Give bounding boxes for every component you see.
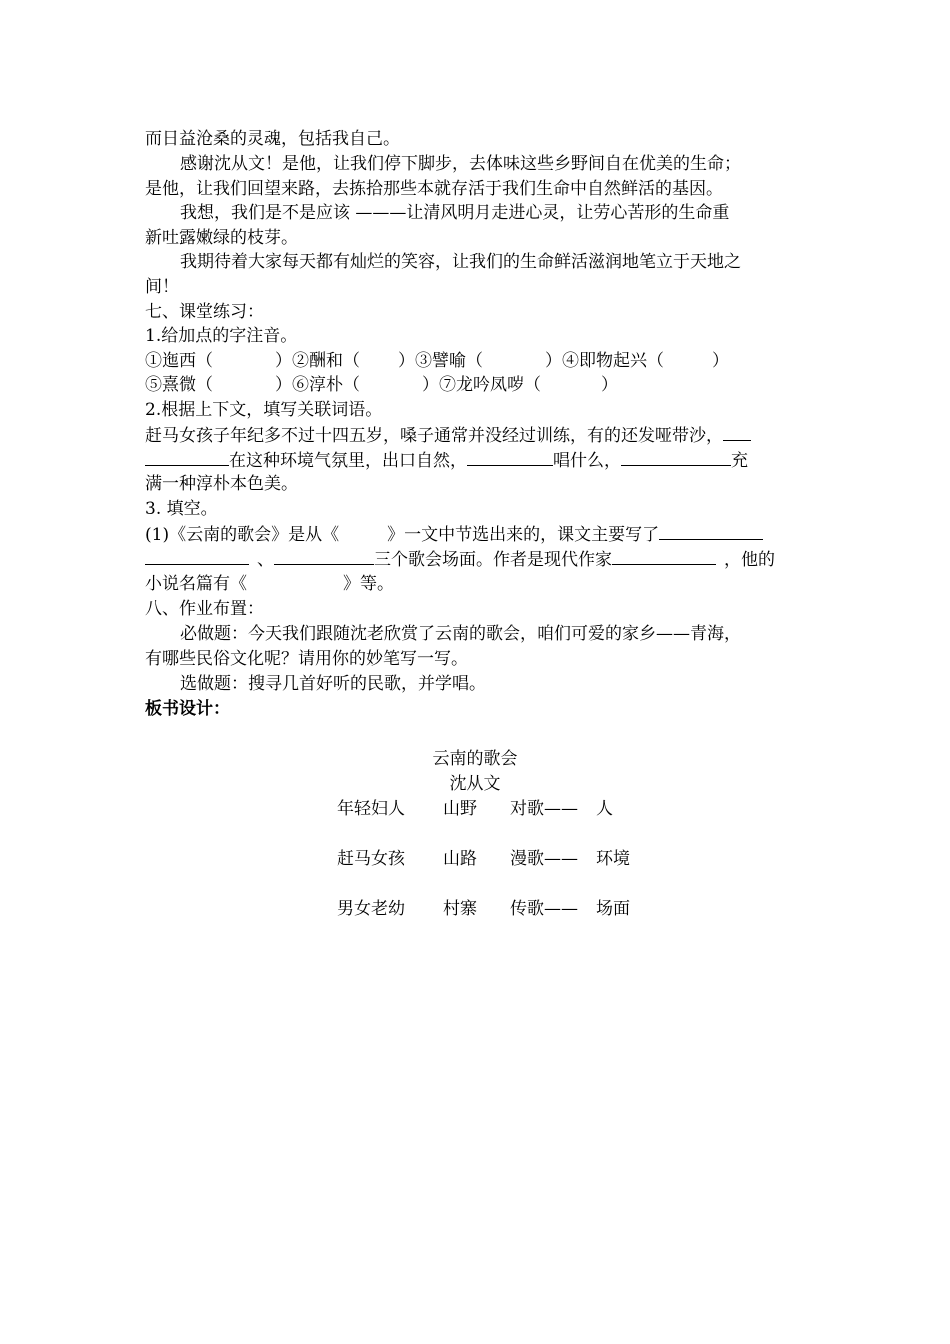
answer-blank[interactable] — [723, 423, 751, 441]
board-cell: 年轻妇人 — [337, 799, 405, 819]
question-2-line: 在这种环境气氛里，出口自然， 唱什么， 充 — [145, 448, 815, 473]
q1-item: ）③譬喻（ — [398, 351, 483, 371]
board-cell: 环境 — [596, 849, 630, 869]
board-cell: 山野 — [443, 799, 477, 819]
question-1-row-1 — [145, 349, 815, 373]
question-3-title: 3. 填空。 — [145, 499, 218, 519]
board-cell: 对歌—— — [510, 799, 578, 819]
board-cell: 漫歌—— — [510, 849, 578, 869]
board-heading: 板书设计： — [145, 699, 230, 719]
q1-item: ）②酬和（ — [275, 351, 360, 371]
board-cell: 人 — [596, 799, 613, 819]
paragraph-line: 而日益沧桑的灵魂，包括我自己。 — [145, 129, 400, 149]
homework-required: 有哪些民俗文化呢？请用你的妙笔写一写。 — [145, 649, 468, 669]
question-1-title: 1.给加点的字注音。 — [145, 326, 298, 346]
homework-heading: 八、作业布置： — [145, 599, 264, 619]
answer-blank[interactable] — [659, 522, 763, 540]
q1-item: ）④即物起兴（ — [545, 351, 664, 371]
question-1-row-2 — [145, 373, 815, 397]
answer-blank[interactable] — [145, 448, 229, 466]
exercise-heading: 七、课堂练习： — [145, 302, 264, 322]
q1-item: ） — [601, 375, 618, 395]
answer-blank[interactable] — [621, 448, 731, 466]
answer-blank[interactable] — [467, 448, 553, 466]
question-3-line: 小说名篇有《 》等。 — [145, 574, 394, 594]
board-cell: 赶马女孩 — [337, 849, 405, 869]
homework-optional: 选做题：搜寻几首好听的民歌，并学唱。 — [180, 674, 486, 694]
paragraph-line: 感谢沈从文！是他，让我们停下脚步，去体味这些乡野间自在优美的生命； — [180, 154, 741, 174]
answer-blank[interactable] — [145, 547, 249, 565]
question-3-line: (1)《云南的歌会》是从《 》一文中节选出来的，课文主要写了 — [145, 522, 815, 547]
paragraph-line: 间！ — [145, 277, 179, 297]
q1-item: ）⑥淳朴（ — [275, 375, 360, 395]
paragraph-line: 我想，我们是不是应该 ———让清风明月走进心灵，让劳心苦形的生命重 — [180, 203, 730, 223]
q1-item: ） — [712, 351, 729, 371]
q1-item: ⑤熹微（ — [145, 375, 213, 395]
board-cell: 村寨 — [443, 899, 477, 919]
board-author: 沈从文 — [449, 774, 501, 794]
board-cell: 山路 — [443, 849, 477, 869]
paragraph-line: 是他，让我们回望来路，去拣拾那些本就存活于我们生命中自然鲜活的基因。 — [145, 179, 723, 199]
paragraph-line: 新吐露嫩绿的枝芽。 — [145, 228, 298, 248]
paragraph-line: 我期待着大家每天都有灿烂的笑容，让我们的生命鲜活滋润地笔立于天地之 — [180, 252, 741, 272]
answer-blank[interactable] — [612, 547, 716, 565]
board-title: 云南的歌会 — [432, 749, 518, 769]
question-2-title: 2.根据上下文，填写关联词语。 — [145, 400, 383, 420]
question-2-line: 赶马女孩子年纪多不过十四五岁，嗓子通常并没经过训练，有的还发哑带沙， — [145, 423, 815, 448]
board-cell: 场面 — [596, 899, 630, 919]
board-cell: 传歌—— — [510, 899, 578, 919]
q1-item: ①迤西（ — [145, 351, 213, 371]
answer-blank[interactable] — [274, 547, 374, 565]
q1-item: ）⑦龙吟凤哕（ — [422, 375, 541, 395]
question-2-line: 满一种淳朴本色美。 — [145, 474, 298, 494]
board-cell: 男女老幼 — [337, 899, 405, 919]
question-3-line: 、 三个歌会场面。作者是现代作家 ，他的 — [145, 547, 815, 572]
homework-required: 必做题：今天我们跟随沈老欣赏了云南的歌会，咱们可爱的家乡——青海， — [180, 624, 741, 644]
